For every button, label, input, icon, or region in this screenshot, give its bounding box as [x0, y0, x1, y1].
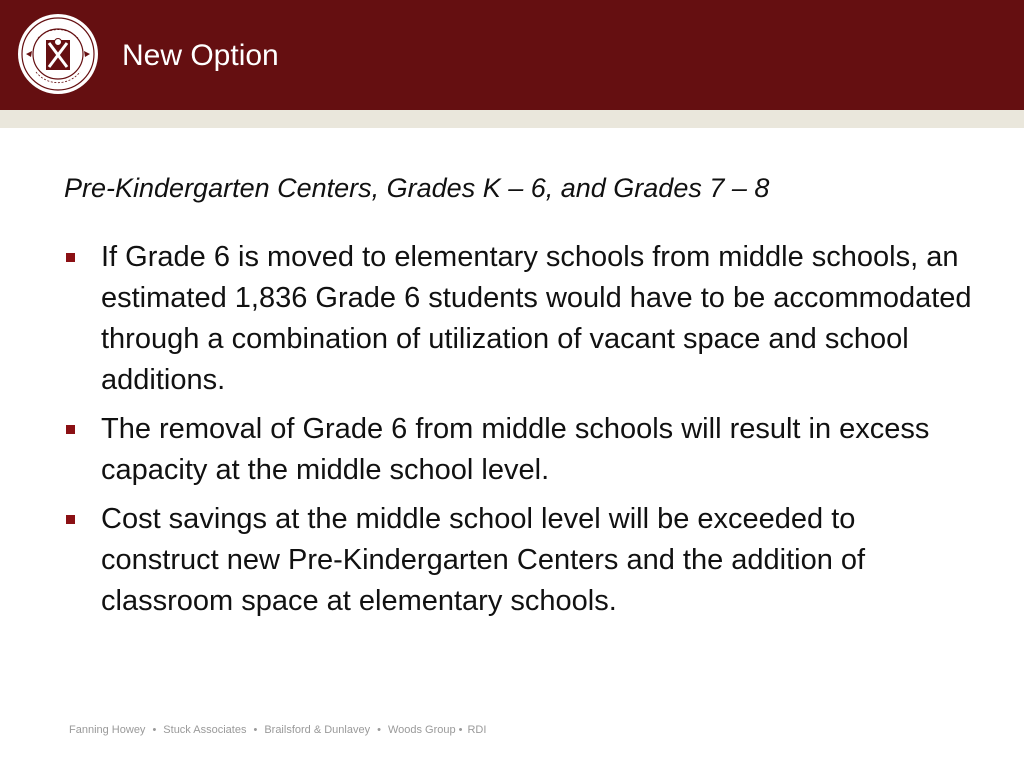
bullet-item	[64, 409, 974, 491]
bullet-text: The removal of Grade 6 from middle schools will result in excess capacity at the middle school level.	[101, 413, 930, 486]
footer-separator: •	[253, 724, 258, 736]
bullet-item	[64, 237, 974, 401]
header-stripe	[0, 110, 1024, 128]
footer-separator: •	[152, 724, 157, 736]
footer-separator: •	[458, 724, 463, 736]
bullet-item	[64, 499, 974, 622]
footer-credit: Woods Group	[387, 724, 456, 736]
bullet-text: Cost savings at the middle school level will be exceeded to construct new Pre-Kindergarten Centers and the addition of classroom space at elementary schools.	[101, 503, 866, 617]
slide-title: New Option	[122, 39, 279, 72]
square-bullet-icon	[66, 425, 75, 434]
slide-subtitle: Pre-Kindergarten Centers, Grades K – 6, and Grades 7 – 8	[64, 173, 770, 203]
footer-separator: •	[377, 724, 381, 736]
footer-credit: Brailsford & Dunlavey	[264, 724, 371, 736]
bullet-text: If Grade 6 is moved to elementary schools from middle schools, an estimated 1,836 Grade 6 students would have to be accommodated through a combination of utilization of vacant space and school additions.	[101, 241, 972, 396]
footer-credit: Fanning Howey	[69, 724, 146, 736]
bullet-list	[64, 237, 974, 630]
square-bullet-icon	[66, 515, 75, 524]
school-seal-logo-icon	[16, 12, 100, 96]
square-bullet-icon	[66, 253, 75, 262]
footer-credit: RDI	[467, 724, 487, 736]
footer-credits	[69, 723, 486, 737]
footer-credit: Stuck Associates	[163, 724, 247, 736]
